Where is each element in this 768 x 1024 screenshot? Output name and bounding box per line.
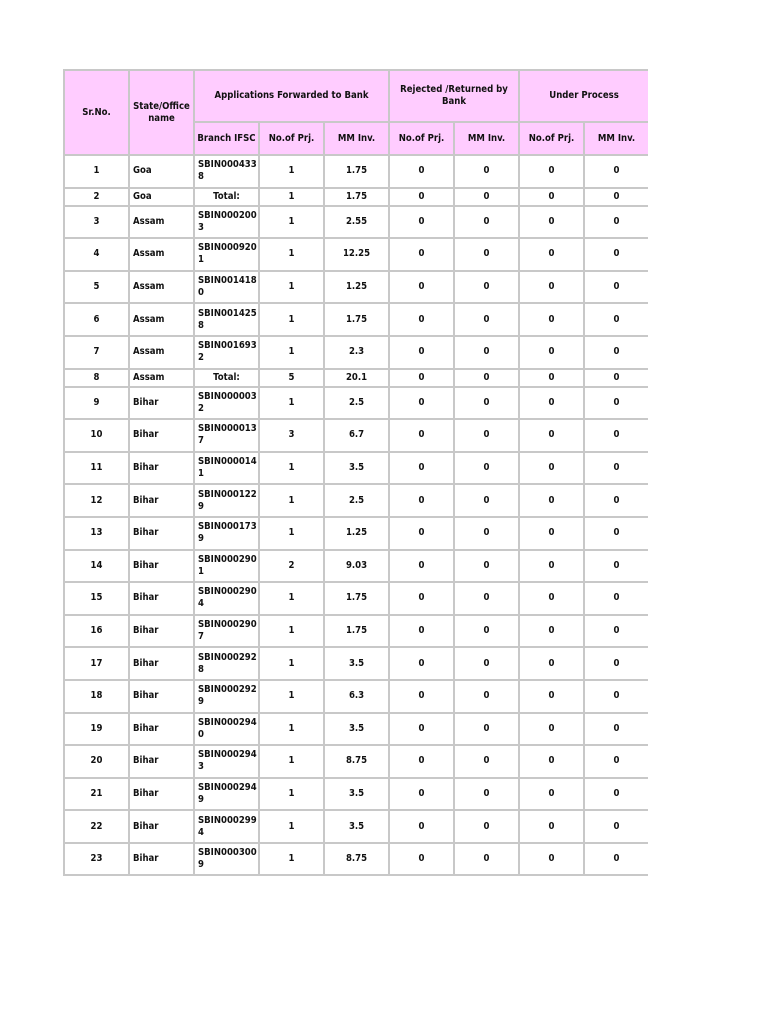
cell-sr-no: 11 [64, 452, 129, 485]
cell-forwarded-no-prj: 1 [259, 713, 324, 746]
cell-rejected-mm-inv: 0 [454, 713, 519, 746]
table-row [64, 745, 648, 778]
cell-forwarded-mm-inv: 6.7 [324, 419, 389, 452]
table-row [64, 680, 648, 713]
cell-state: Bihar [129, 582, 194, 615]
cell-forwarded-mm-inv: 1.75 [324, 188, 389, 206]
cell-process-no-prj: 0 [519, 336, 584, 369]
header-process-mm-inv: MM Inv. [584, 122, 648, 155]
cell-forwarded-mm-inv: 9.03 [324, 550, 389, 583]
cell-forwarded-no-prj: 1 [259, 206, 324, 239]
cell-rejected-no-prj: 0 [389, 615, 454, 648]
cell-state: Assam [129, 336, 194, 369]
cell-sr-no: 10 [64, 419, 129, 452]
cell-forwarded-no-prj: 1 [259, 517, 324, 550]
cell-branch-ifsc: Total: [194, 188, 259, 206]
applications-table [63, 69, 648, 876]
cell-rejected-no-prj: 0 [389, 238, 454, 271]
cell-forwarded-no-prj: 1 [259, 810, 324, 843]
cell-process-no-prj: 0 [519, 271, 584, 304]
cell-process-no-prj: 0 [519, 615, 584, 648]
cell-process-mm-inv: 0 [584, 238, 648, 271]
cell-rejected-no-prj: 0 [389, 647, 454, 680]
cell-process-no-prj: 0 [519, 778, 584, 811]
header-forwarded-group: Applications Forwarded to Bank [194, 70, 389, 122]
cell-rejected-no-prj: 0 [389, 550, 454, 583]
cell-branch-ifsc: SBIN0002994 [194, 810, 259, 843]
cell-rejected-mm-inv: 0 [454, 155, 519, 188]
cell-process-mm-inv: 0 [584, 550, 648, 583]
cell-rejected-mm-inv: 0 [454, 369, 519, 387]
cell-forwarded-mm-inv: 2.5 [324, 387, 389, 420]
table-row [64, 419, 648, 452]
cell-state: Bihar [129, 517, 194, 550]
cell-sr-no: 22 [64, 810, 129, 843]
cell-forwarded-mm-inv: 1.25 [324, 271, 389, 304]
cell-process-mm-inv: 0 [584, 206, 648, 239]
cell-sr-no: 18 [64, 680, 129, 713]
cell-rejected-no-prj: 0 [389, 271, 454, 304]
cell-branch-ifsc: Total: [194, 369, 259, 387]
cell-state: Goa [129, 155, 194, 188]
cell-forwarded-mm-inv: 3.5 [324, 452, 389, 485]
cell-rejected-mm-inv: 0 [454, 550, 519, 583]
cell-state: Assam [129, 206, 194, 239]
cell-process-no-prj: 0 [519, 155, 584, 188]
cell-process-mm-inv: 0 [584, 745, 648, 778]
cell-sr-no: 8 [64, 369, 129, 387]
cell-process-mm-inv: 0 [584, 517, 648, 550]
cell-process-no-prj: 0 [519, 550, 584, 583]
cell-forwarded-no-prj: 1 [259, 452, 324, 485]
cell-process-mm-inv: 0 [584, 155, 648, 188]
cell-rejected-mm-inv: 0 [454, 843, 519, 876]
cell-forwarded-no-prj: 3 [259, 419, 324, 452]
cell-process-no-prj: 0 [519, 303, 584, 336]
cell-sr-no: 16 [64, 615, 129, 648]
header-sr-no: Sr.No. [64, 70, 129, 155]
cell-rejected-mm-inv: 0 [454, 615, 519, 648]
header-process-no-prj: No.of Prj. [519, 122, 584, 155]
header-forwarded-mm-inv: MM Inv. [324, 122, 389, 155]
cell-branch-ifsc: SBIN0014258 [194, 303, 259, 336]
cell-state: Bihar [129, 713, 194, 746]
cell-process-no-prj: 0 [519, 713, 584, 746]
cell-process-mm-inv: 0 [584, 452, 648, 485]
cell-process-mm-inv: 0 [584, 582, 648, 615]
cell-rejected-mm-inv: 0 [454, 745, 519, 778]
cell-state: Assam [129, 303, 194, 336]
cell-sr-no: 23 [64, 843, 129, 876]
cell-process-mm-inv: 0 [584, 843, 648, 876]
cell-sr-no: 3 [64, 206, 129, 239]
cell-rejected-no-prj: 0 [389, 369, 454, 387]
cell-forwarded-mm-inv: 6.3 [324, 680, 389, 713]
cell-rejected-mm-inv: 0 [454, 303, 519, 336]
cell-process-no-prj: 0 [519, 843, 584, 876]
report-table-container [63, 69, 648, 921]
cell-sr-no: 5 [64, 271, 129, 304]
cell-process-no-prj: 0 [519, 517, 584, 550]
cell-rejected-mm-inv: 0 [454, 778, 519, 811]
cell-rejected-no-prj: 0 [389, 517, 454, 550]
cell-state: Bihar [129, 615, 194, 648]
cell-forwarded-no-prj: 1 [259, 336, 324, 369]
cell-process-mm-inv: 0 [584, 713, 648, 746]
cell-rejected-mm-inv: 0 [454, 271, 519, 304]
header-state: State/Office name [129, 70, 194, 155]
cell-sr-no: 4 [64, 238, 129, 271]
table-row [64, 550, 648, 583]
cell-sr-no: 17 [64, 647, 129, 680]
cell-sr-no: 19 [64, 713, 129, 746]
cell-process-mm-inv: 0 [584, 810, 648, 843]
table-row [64, 452, 648, 485]
cell-forwarded-no-prj: 1 [259, 778, 324, 811]
cell-sr-no: 21 [64, 778, 129, 811]
cell-process-mm-inv: 0 [584, 369, 648, 387]
cell-forwarded-mm-inv: 2.5 [324, 484, 389, 517]
cell-process-no-prj: 0 [519, 452, 584, 485]
cell-forwarded-mm-inv: 1.75 [324, 303, 389, 336]
cell-state: Bihar [129, 745, 194, 778]
cell-state: Assam [129, 271, 194, 304]
cell-forwarded-no-prj: 1 [259, 387, 324, 420]
cell-rejected-no-prj: 0 [389, 582, 454, 615]
cell-forwarded-mm-inv: 3.5 [324, 647, 389, 680]
cell-rejected-mm-inv: 0 [454, 188, 519, 206]
cell-forwarded-no-prj: 1 [259, 271, 324, 304]
cell-branch-ifsc: SBIN0002929 [194, 680, 259, 713]
cell-rejected-mm-inv: 0 [454, 647, 519, 680]
table-row [64, 647, 648, 680]
cell-state: Bihar [129, 810, 194, 843]
cell-state: Goa [129, 188, 194, 206]
cell-forwarded-no-prj: 1 [259, 238, 324, 271]
cell-forwarded-no-prj: 5 [259, 369, 324, 387]
cell-sr-no: 14 [64, 550, 129, 583]
cell-rejected-mm-inv: 0 [454, 680, 519, 713]
cell-forwarded-no-prj: 1 [259, 615, 324, 648]
cell-rejected-no-prj: 0 [389, 680, 454, 713]
cell-rejected-no-prj: 0 [389, 387, 454, 420]
cell-process-no-prj: 0 [519, 206, 584, 239]
cell-forwarded-mm-inv: 8.75 [324, 745, 389, 778]
cell-rejected-no-prj: 0 [389, 810, 454, 843]
cell-process-mm-inv: 0 [584, 680, 648, 713]
cell-forwarded-mm-inv: 2.3 [324, 336, 389, 369]
cell-process-no-prj: 0 [519, 369, 584, 387]
cell-rejected-no-prj: 0 [389, 484, 454, 517]
cell-process-no-prj: 0 [519, 238, 584, 271]
cell-branch-ifsc: SBIN0002940 [194, 713, 259, 746]
cell-sr-no: 2 [64, 188, 129, 206]
cell-sr-no: 7 [64, 336, 129, 369]
cell-state: Assam [129, 369, 194, 387]
cell-branch-ifsc: SBIN0009201 [194, 238, 259, 271]
cell-rejected-no-prj: 0 [389, 452, 454, 485]
cell-forwarded-no-prj: 1 [259, 843, 324, 876]
cell-state: Assam [129, 238, 194, 271]
cell-process-no-prj: 0 [519, 745, 584, 778]
cell-sr-no: 13 [64, 517, 129, 550]
table-row [64, 387, 648, 420]
cell-process-mm-inv: 0 [584, 271, 648, 304]
cell-forwarded-mm-inv: 12.25 [324, 238, 389, 271]
cell-rejected-mm-inv: 0 [454, 238, 519, 271]
cell-process-mm-inv: 0 [584, 778, 648, 811]
table-row [64, 303, 648, 336]
cell-branch-ifsc: SBIN0014180 [194, 271, 259, 304]
cell-branch-ifsc: SBIN0002904 [194, 582, 259, 615]
cell-forwarded-mm-inv: 3.5 [324, 810, 389, 843]
cell-state: Bihar [129, 452, 194, 485]
cell-branch-ifsc: SBIN0002943 [194, 745, 259, 778]
cell-rejected-no-prj: 0 [389, 303, 454, 336]
cell-process-mm-inv: 0 [584, 615, 648, 648]
cell-rejected-no-prj: 0 [389, 206, 454, 239]
cell-sr-no: 12 [64, 484, 129, 517]
table-row [64, 206, 648, 239]
cell-process-mm-inv: 0 [584, 188, 648, 206]
cell-sr-no: 9 [64, 387, 129, 420]
cell-rejected-mm-inv: 0 [454, 484, 519, 517]
cell-branch-ifsc: SBIN0003009 [194, 843, 259, 876]
header-rejected-mm-inv: MM Inv. [454, 122, 519, 155]
cell-forwarded-no-prj: 1 [259, 155, 324, 188]
cell-forwarded-mm-inv: 1.75 [324, 615, 389, 648]
cell-forwarded-mm-inv: 3.5 [324, 713, 389, 746]
cell-rejected-mm-inv: 0 [454, 810, 519, 843]
cell-forwarded-mm-inv: 8.75 [324, 843, 389, 876]
cell-sr-no: 1 [64, 155, 129, 188]
cell-forwarded-no-prj: 1 [259, 647, 324, 680]
table-row [64, 582, 648, 615]
cell-forwarded-no-prj: 1 [259, 745, 324, 778]
cell-process-no-prj: 0 [519, 419, 584, 452]
table-row [64, 517, 648, 550]
cell-rejected-no-prj: 0 [389, 419, 454, 452]
table-row [64, 778, 648, 811]
header-rejected-no-prj: No.of Prj. [389, 122, 454, 155]
cell-branch-ifsc: SBIN0002901 [194, 550, 259, 583]
cell-sr-no: 20 [64, 745, 129, 778]
cell-branch-ifsc: SBIN0002928 [194, 647, 259, 680]
cell-forwarded-no-prj: 1 [259, 680, 324, 713]
cell-process-mm-inv: 0 [584, 303, 648, 336]
cell-branch-ifsc: SBIN0000137 [194, 419, 259, 452]
cell-process-mm-inv: 0 [584, 336, 648, 369]
cell-state: Bihar [129, 647, 194, 680]
cell-sr-no: 6 [64, 303, 129, 336]
cell-branch-ifsc: SBIN0002003 [194, 206, 259, 239]
cell-forwarded-mm-inv: 1.75 [324, 582, 389, 615]
table-row [64, 188, 648, 206]
cell-rejected-no-prj: 0 [389, 188, 454, 206]
table-row [64, 810, 648, 843]
cell-forwarded-no-prj: 1 [259, 582, 324, 615]
cell-process-no-prj: 0 [519, 647, 584, 680]
cell-state: Bihar [129, 778, 194, 811]
cell-rejected-no-prj: 0 [389, 745, 454, 778]
cell-process-no-prj: 0 [519, 582, 584, 615]
cell-forwarded-no-prj: 1 [259, 484, 324, 517]
cell-forwarded-no-prj: 1 [259, 188, 324, 206]
cell-forwarded-mm-inv: 3.5 [324, 778, 389, 811]
cell-state: Bihar [129, 484, 194, 517]
cell-state: Bihar [129, 550, 194, 583]
cell-process-no-prj: 0 [519, 484, 584, 517]
cell-branch-ifsc: SBIN0001229 [194, 484, 259, 517]
cell-branch-ifsc: SBIN0004338 [194, 155, 259, 188]
cell-rejected-mm-inv: 0 [454, 387, 519, 420]
cell-process-mm-inv: 0 [584, 419, 648, 452]
cell-branch-ifsc: SBIN0002949 [194, 778, 259, 811]
cell-rejected-mm-inv: 0 [454, 452, 519, 485]
cell-process-no-prj: 0 [519, 680, 584, 713]
cell-branch-ifsc: SBIN0002907 [194, 615, 259, 648]
cell-rejected-no-prj: 0 [389, 713, 454, 746]
cell-rejected-mm-inv: 0 [454, 582, 519, 615]
cell-branch-ifsc: SBIN0016932 [194, 336, 259, 369]
cell-forwarded-no-prj: 1 [259, 303, 324, 336]
cell-rejected-mm-inv: 0 [454, 336, 519, 369]
table-row [64, 238, 648, 271]
table-row [64, 615, 648, 648]
cell-state: Bihar [129, 843, 194, 876]
cell-branch-ifsc: SBIN0000032 [194, 387, 259, 420]
header-branch-ifsc: Branch IFSC [194, 122, 259, 155]
cell-state: Bihar [129, 419, 194, 452]
cell-forwarded-no-prj: 2 [259, 550, 324, 583]
table-row [64, 713, 648, 746]
header-process-group: Under Process [519, 70, 648, 122]
header-forwarded-no-prj: No.of Prj. [259, 122, 324, 155]
cell-branch-ifsc: SBIN0000141 [194, 452, 259, 485]
cell-process-mm-inv: 0 [584, 484, 648, 517]
cell-process-no-prj: 0 [519, 188, 584, 206]
table-row [64, 336, 648, 369]
cell-state: Bihar [129, 680, 194, 713]
table-header [64, 70, 648, 155]
table-row [64, 484, 648, 517]
table-row [64, 271, 648, 304]
cell-forwarded-mm-inv: 1.25 [324, 517, 389, 550]
cell-branch-ifsc: SBIN0001739 [194, 517, 259, 550]
cell-process-mm-inv: 0 [584, 647, 648, 680]
cell-state: Bihar [129, 387, 194, 420]
cell-rejected-no-prj: 0 [389, 778, 454, 811]
cell-rejected-no-prj: 0 [389, 336, 454, 369]
cell-process-no-prj: 0 [519, 387, 584, 420]
cell-process-mm-inv: 0 [584, 387, 648, 420]
cell-rejected-no-prj: 0 [389, 843, 454, 876]
cell-rejected-no-prj: 0 [389, 155, 454, 188]
table-row [64, 369, 648, 387]
cell-rejected-mm-inv: 0 [454, 419, 519, 452]
cell-sr-no: 15 [64, 582, 129, 615]
cell-process-no-prj: 0 [519, 810, 584, 843]
table-body [64, 155, 648, 875]
cell-forwarded-mm-inv: 20.1 [324, 369, 389, 387]
table-row [64, 155, 648, 188]
cell-forwarded-mm-inv: 2.55 [324, 206, 389, 239]
table-row [64, 843, 648, 876]
cell-rejected-mm-inv: 0 [454, 517, 519, 550]
header-rejected-group: Rejected /Returned by Bank [389, 70, 519, 122]
cell-rejected-mm-inv: 0 [454, 206, 519, 239]
cell-forwarded-mm-inv: 1.75 [324, 155, 389, 188]
